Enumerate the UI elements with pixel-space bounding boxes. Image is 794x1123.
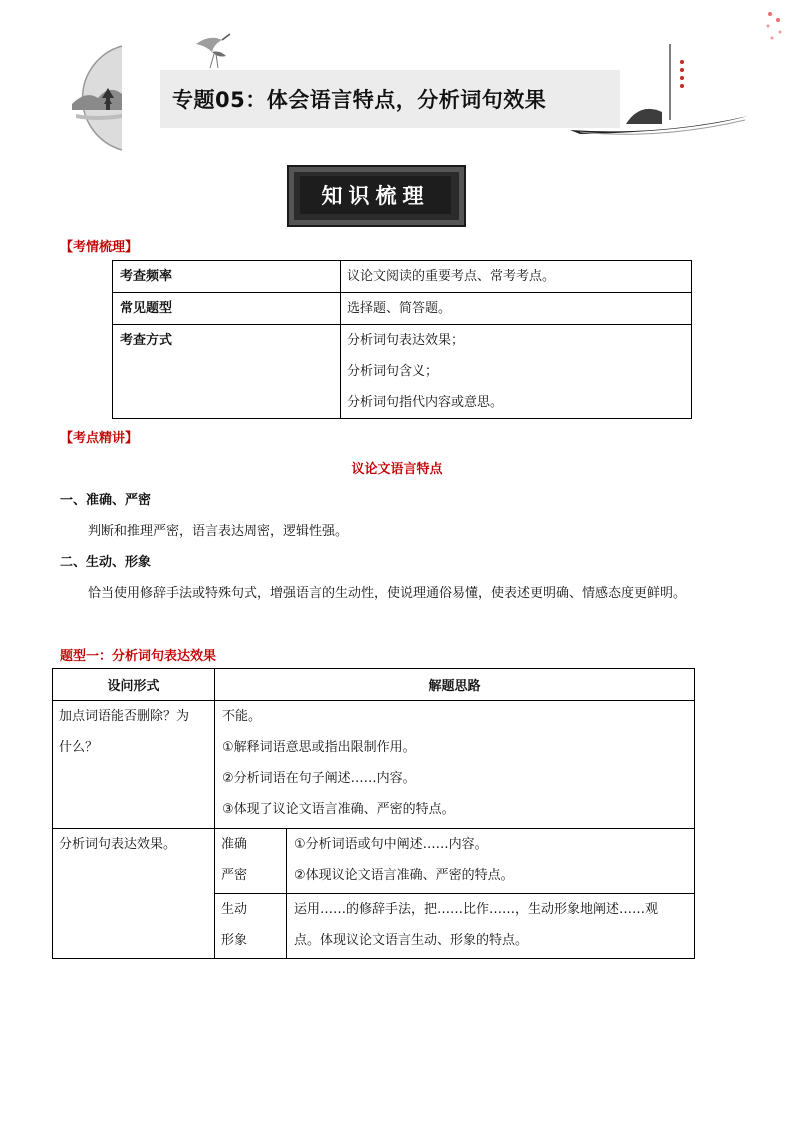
table-key-cell	[113, 293, 341, 325]
sub-label: 严密	[221, 868, 248, 883]
key-points-tag: 【考点精讲】	[60, 431, 139, 446]
exam-overview-table	[112, 260, 692, 419]
row-value: 分析词句指代内容或意思。	[347, 395, 504, 410]
point-body: 判断和推理严密，语言表达周密，逻辑性强。	[88, 524, 349, 539]
question-cell	[53, 701, 215, 829]
table-key-cell	[113, 261, 341, 293]
point-heading: 一、准确、严密	[60, 493, 152, 508]
dots-decoration	[758, 8, 788, 44]
column-header: 解题思路	[215, 669, 695, 701]
sub-answer-cell	[287, 829, 695, 894]
table-value-cell	[341, 261, 692, 293]
answer-text: ①分析词语或句中阐述……内容。	[294, 837, 488, 852]
table-value-cell	[341, 325, 692, 419]
table-key-cell	[113, 325, 341, 419]
row-value: 分析词句含义；	[347, 364, 439, 379]
answer-text: ②体现议论文语言准确、严密的特点。	[294, 868, 514, 883]
row-key: 常见题型	[120, 301, 173, 316]
table-row	[53, 701, 695, 829]
row-key: 考查频率	[120, 269, 173, 284]
answer-cell	[215, 701, 695, 829]
question-type-tag: 题型一：分析词句表达效果	[60, 649, 217, 664]
page-title: 专题05：体会语言特点，分析词句效果	[172, 88, 547, 112]
answer-text: 运用……的修辞手法，把……比作……，生动形象地阐述……观	[294, 902, 659, 917]
answer-text: 不能。	[222, 709, 262, 724]
table-row	[113, 261, 692, 293]
knowledge-banner-text: 知识梳理	[321, 184, 430, 208]
row-key: 考查方式	[120, 333, 173, 348]
answer-text: ②分析词语在句子阐述……内容。	[222, 771, 416, 786]
question-text: 什么？	[59, 740, 99, 755]
point-heading: 二、生动、形象	[60, 555, 152, 570]
point-body: 恰当使用修辞手法或特殊句式，增强语言的生动性，使说理通俗易懂，使表述更明确、情感态度更鲜明。	[88, 586, 687, 601]
column-header: 设问形式	[53, 669, 215, 701]
sub-label: 生动	[221, 902, 248, 917]
table-row	[113, 293, 692, 325]
row-value: 选择题、简答题。	[347, 301, 452, 316]
sub-answer-cell	[287, 894, 695, 959]
question-text: 加点词语能否删除？为	[59, 709, 190, 724]
answer-text: ③体现了议论文语言准确、严密的特点。	[222, 802, 455, 817]
table-row	[53, 829, 695, 894]
answer-text: 点。体现议论文语言生动、形象的特点。	[294, 933, 529, 948]
question-text: 分析词句表达效果。	[59, 837, 177, 852]
sub-label-cell	[215, 894, 287, 959]
crane-bird-decoration	[192, 30, 234, 72]
sub-label-cell	[215, 829, 287, 894]
row-value: 议论文阅读的重要考点、常考考点。	[347, 269, 556, 284]
row-value: 分析词句表达效果；	[347, 333, 465, 348]
question-cell	[53, 829, 215, 959]
exam-overview-tag: 【考情梳理】	[60, 240, 139, 255]
answer-text: ①解释词语意思或指出限制作用。	[222, 740, 416, 755]
sub-label: 准确	[221, 837, 248, 852]
landscape-circle-decoration	[66, 44, 128, 152]
table-header-row	[53, 669, 695, 701]
table-value-cell	[341, 293, 692, 325]
table-row	[113, 325, 692, 419]
section-center-title: 议论文语言特点	[351, 462, 443, 477]
question-type-table	[52, 668, 695, 959]
sub-label: 形象	[221, 933, 248, 948]
